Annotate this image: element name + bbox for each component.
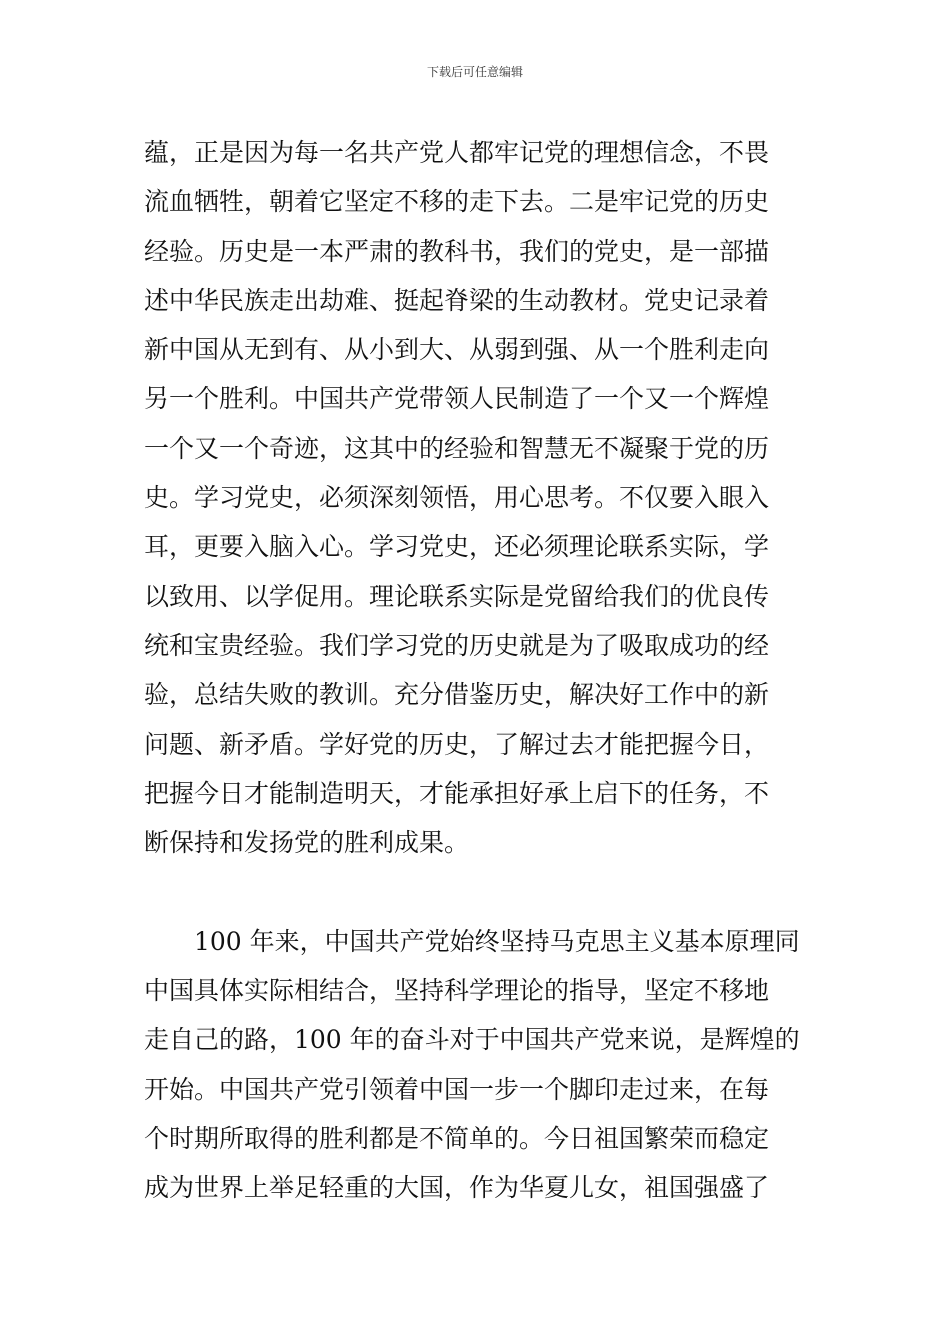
paragraph-1	[144, 128, 808, 867]
paragraph-2	[144, 917, 808, 1213]
text-line: 蕴，正是因为每一名共产党人都牢记党的理想信念，不畏	[144, 138, 770, 167]
page-header: 下载后可任意编辑	[426, 65, 523, 79]
text-line: 开始。中国共产党引领着中国一步一个脚印走过来，在每	[144, 1074, 770, 1104]
text-line: 统和宝贵经验。我们学习党的历史就是为了吸取成功的经	[144, 630, 770, 660]
text-line: 把握今日才能制造明天，才能承担好承上启下的任务，不	[144, 778, 770, 808]
text-line: 中国具体实际相结合，坚持科学理论的指导，坚定不移地	[144, 976, 770, 1006]
text-line: 验，总结失败的教训。充分借鉴历史，解决好工作中的新	[144, 680, 770, 710]
text-line: 述中华民族走出劫难、挺起脊梁的生动教材。党史记录着	[144, 285, 770, 315]
text-line: 耳，更要入脑入心。学习党史，还必须理论联系实际，学	[144, 532, 770, 562]
text-line: 个时期所取得的胜利都是不简单的。今日祖国繁荣而稳定	[144, 1123, 770, 1153]
paragraph-spacer	[144, 867, 808, 916]
text-line: 走自己的路，100 年的奋斗对于中国共产党来说，是辉煌的	[144, 1025, 800, 1055]
document-body	[144, 128, 808, 1213]
text-line: 100 年来，中国共产党始终坚持马克思主义基本原理同	[144, 926, 800, 956]
text-line: 断保持和发扬党的胜利成果。	[144, 828, 470, 858]
text-line: 新中国从无到有、从小到大、从弱到强、从一个胜利走向	[144, 335, 770, 365]
text-line: 史。学习党史，必须深刻领悟，用心思考。不仅要入眼入	[144, 483, 770, 513]
text-line: 问题、新矛盾。学好党的历史，了解过去才能把握今日，	[144, 729, 770, 759]
text-line: 成为世界上举足轻重的大国，作为华夏儿女，祖国强盛了	[144, 1173, 770, 1203]
text-line: 另一个胜利。中国共产党带领人民制造了一个又一个辉煌	[144, 384, 770, 414]
text-line: 经验。历史是一本严肃的教科书，我们的党史，是一部描	[144, 236, 770, 266]
text-line: 流血牺牲，朝着它坚定不移的走下去。二是牢记党的历史	[144, 187, 770, 217]
text-line: 一个又一个奇迹，这其中的经验和智慧无不凝聚于党的历	[144, 433, 770, 463]
text-line: 以致用、以学促用。理论联系实际是党留给我们的优良传	[144, 581, 770, 611]
